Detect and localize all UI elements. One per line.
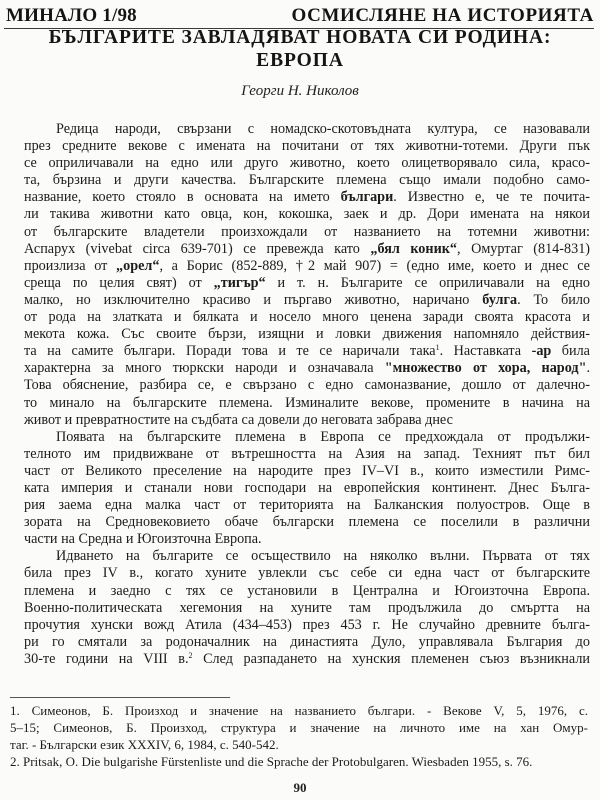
body-line [24, 275, 590, 292]
text-run: , Омуртаг (814-831) [457, 240, 591, 257]
body-line [24, 189, 590, 206]
footnote-line: 1. Симеонов, Б. Произход и значение на названието българи. - Векове V, 5, 1976, с. [10, 703, 588, 718]
body-line: Идването на българите се осъществило на няколко вълни. Първата от тях [56, 548, 590, 565]
body-line: прочутия хунски вожд Атила (434–453) през 453 г. Не случайно древните бълга- [24, 616, 590, 633]
body-line: била през IV в., когато хуните увлекли със себе си една част от българските [24, 565, 590, 582]
body-line: от българските владетели произхождали от названието на тотемни животни: [24, 223, 590, 240]
body-line: Появата на българските племена в Европа се предхождала от продължи- [56, 428, 590, 445]
emphasis-term: -ар [531, 343, 552, 360]
text-run: и т. н. Българите се оприличавали на едно [265, 274, 590, 291]
text-run: . [586, 360, 590, 377]
body-line: Това обяснение, разбира се, е свързано с едно самоназвание, дошло от далечно- [24, 377, 590, 394]
body-line: се оприличавали на едно или друго животно, което олицетворявало сила, красо- [24, 155, 590, 172]
body-line: телното им придвижване от вътрешността на Азия на запад. Техният път бил [24, 445, 590, 462]
body-line [24, 258, 590, 275]
body-line: от рода на златката и бялката и носело много ценена заради своята красота и [24, 309, 590, 326]
body-line: ката империя и станали нови господари на европейския континент. Днес Бълга- [24, 479, 590, 496]
body-line [24, 241, 590, 258]
footnote-separator [10, 697, 230, 698]
footnote-line: 5–15; Симеонов, Б. Произход, структура и значение на личното име на хан Омур- [10, 720, 588, 736]
article-title-line-2: ЕВРОПА [256, 50, 344, 71]
text-run: та на самите българи. Поради това и те се наричали така [24, 343, 436, 360]
body-line [24, 360, 590, 377]
page-number: 90 [293, 780, 307, 795]
footnote-line: 2. Pritsak, O. Die bulgarishe Fürstenliste und die Sprache der Protobulgaren. Wiesbaden 1955, s. 76. [10, 754, 533, 770]
article-body [24, 121, 590, 668]
body-line: Редица народи, свързани с номадско-скотовъдната култура, се назовавали [56, 121, 590, 137]
body-line: ри го смятали за родоначалник на династията Дуло, управлявала България до [24, 633, 590, 650]
text-run: Аспарух (vivebat circa 639-701) се превежда като [24, 240, 371, 257]
body-line: зората на Средновековието обаче български племена се поселили в различни [24, 514, 590, 531]
text-run: название, което стояло в основата на името [24, 189, 341, 206]
article-author: Георги Н. Николов [241, 83, 359, 99]
emphasis-term: булга [482, 291, 518, 308]
text-run: . Наставката [439, 343, 532, 360]
footnote-line: таг. - Български език XXXIV, 6, 1984, с. 540-542. [10, 737, 279, 753]
body-line: племена и заедно с тях се установили в Централна и Югоизточна Европа. [24, 582, 590, 599]
body-line [24, 343, 590, 360]
text-run: среща по целия свят) от [24, 274, 214, 291]
emphasis-term: „бял коник“ [370, 240, 458, 257]
body-line [24, 651, 590, 668]
article-title [0, 26, 600, 72]
journal-issue: МИНАЛО 1/98 [6, 5, 137, 26]
text-run: малко, но изключително красиво и пъргаво животно, наричано [24, 291, 483, 308]
body-line: Военно-политическата хегемония на хуните там продължила до смъртта на [24, 599, 590, 616]
body-line: части на Средна и Югоизточна Европа. [24, 531, 262, 548]
body-line: то минало на българските племена. Изминалите векове, промените в начина на [24, 394, 590, 411]
body-line: мекота кожа. Със своите бързи, изящни и ловки движения напомняло действия- [24, 326, 590, 343]
body-line: през средните векове с имената на почитани от тях животни-тотеми. Други пък [24, 138, 590, 155]
emphasis-term: „орел“ [116, 257, 160, 274]
text-run: произлиза от [24, 257, 116, 274]
running-head [6, 1, 594, 27]
body-line: част от Великото преселение на народите през IV–VI в., които изместили Римс- [24, 462, 590, 479]
article-title-line-1: БЪЛГАРИТЕ ЗАВЛАДЯВАТ НОВАТА СИ РОДИНА: [48, 27, 552, 48]
text-run: . Известно е, че те почита- [393, 189, 590, 206]
section-title: ОСМИСЛЯНЕ НА ИСТОРИЯТА [291, 5, 594, 26]
text-run: 30-те години на VIII в. [24, 650, 189, 667]
footnotes [10, 703, 588, 771]
text-run: била [551, 343, 590, 360]
body-line: живот и превратностите на съдбата са довели до неговата забрава днес [24, 411, 453, 428]
emphasis-term: "множество от хора, народ" [384, 360, 587, 377]
text-run: След разпадането на хунския племенен съюз възникнали [192, 650, 590, 667]
emphasis-term: „тигър“ [213, 274, 266, 291]
text-run: характерна за много тюркски народи и означавала [24, 360, 385, 377]
body-line [24, 292, 590, 309]
footnote-ref-2[interactable]: 2 [188, 650, 193, 660]
text-run: . То било [517, 291, 590, 308]
text-run: , а Борис (852-889, †2 май 907) = (едно име, което и днес се [159, 257, 590, 274]
body-line [24, 172, 590, 189]
body-line: рия заема една малка част от територията на Балканския полуостров. Още в [24, 497, 590, 514]
text-run: та, бързина и други качества. Българските племена също имали подобно само- [24, 172, 590, 189]
body-line: ли такива животни като овца, кон, кокошка, заек и др. Дори имената на някои [24, 206, 590, 223]
footnote-ref-1[interactable]: 1 [435, 343, 440, 353]
emphasis-term: българи [340, 189, 394, 206]
